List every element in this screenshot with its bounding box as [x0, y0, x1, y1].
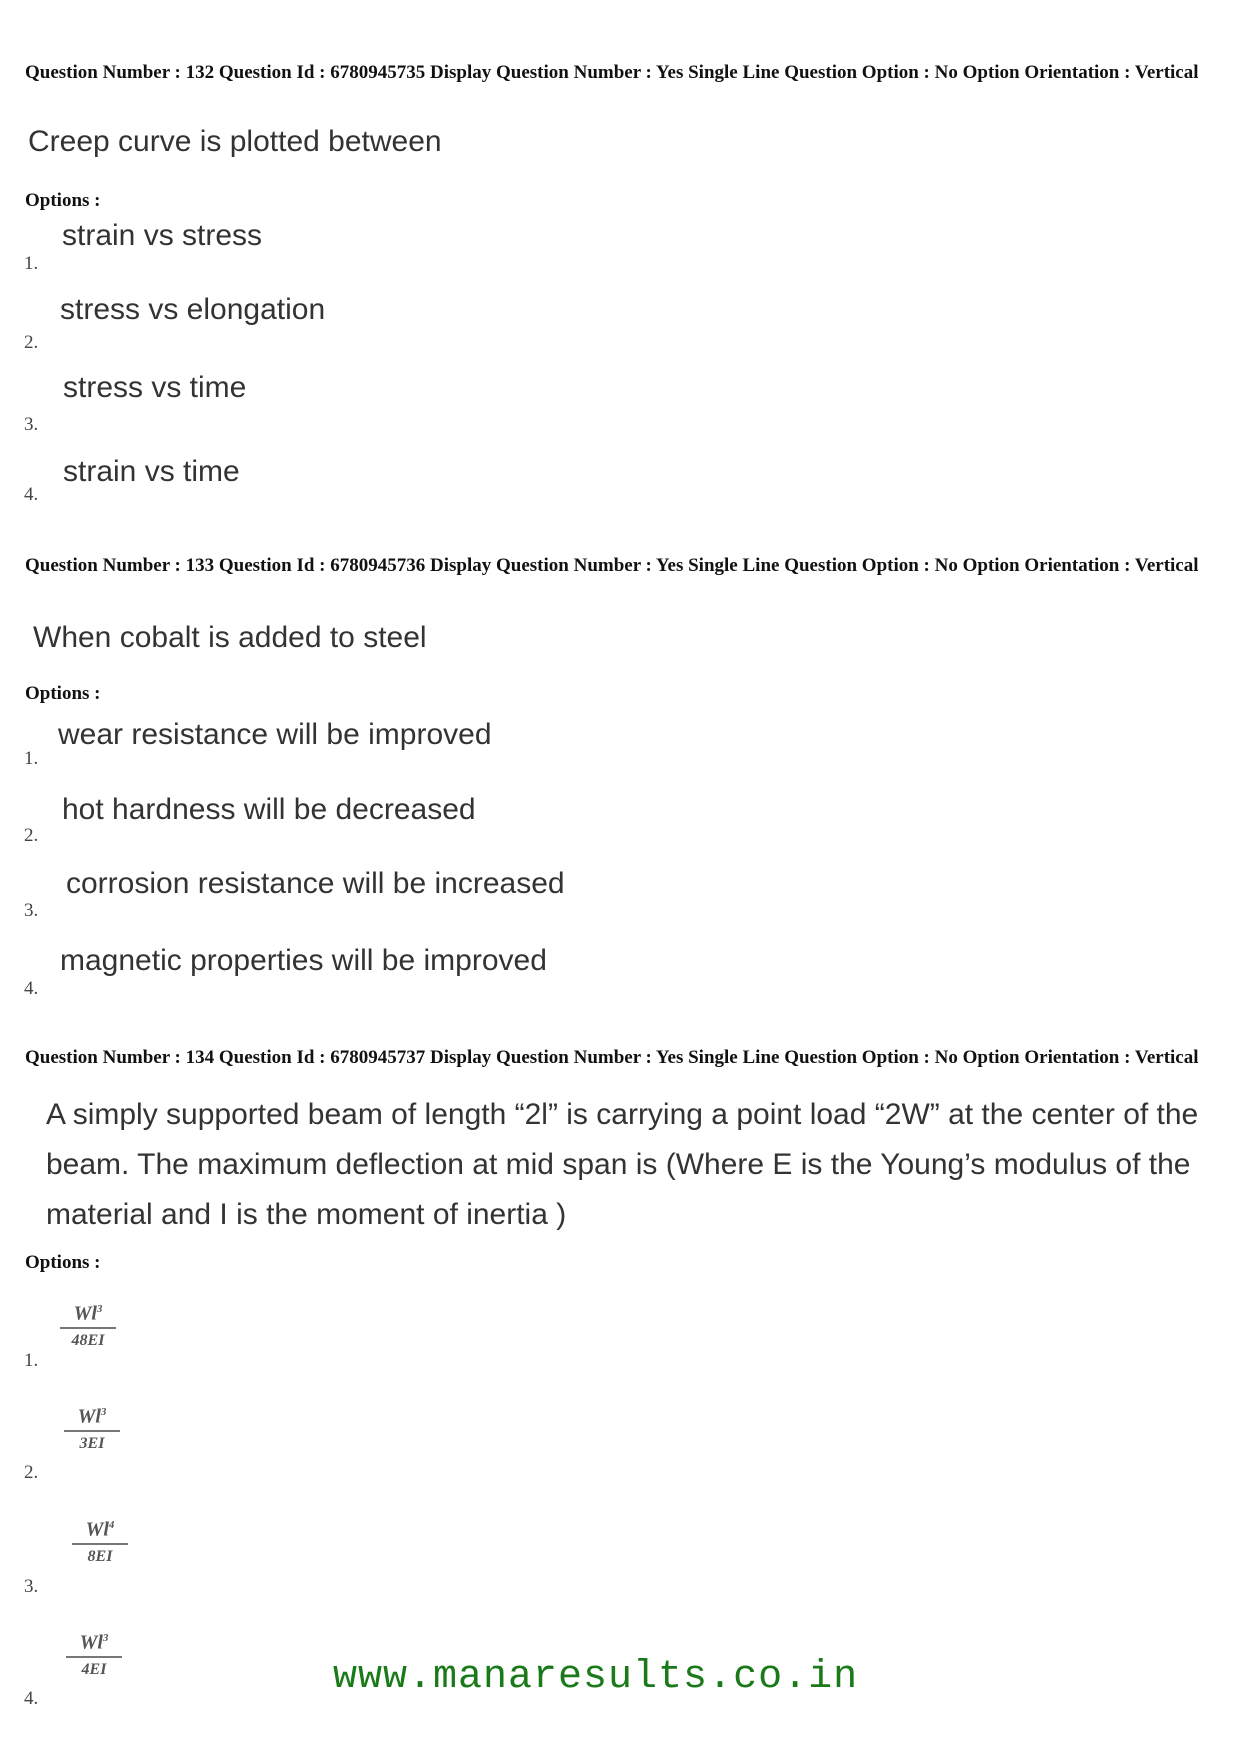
question-132-meta: Question Number : 132 Question Id : 6780945735 Display Question Number : Yes Single Line Question Option : No Option Orientation : Vertical	[25, 62, 1199, 83]
footer-website-link[interactable]: www.manaresults.co.in	[333, 1655, 859, 1700]
question-134-option-4-number: 4.	[24, 1688, 39, 1709]
question-134-option-4-formula	[64, 1626, 124, 1681]
question-132-option-1-number: 1.	[24, 253, 39, 274]
question-132-options-label: Options :	[25, 190, 101, 211]
formula-power: 4	[108, 1519, 115, 1531]
formula-denominator: 8EI	[87, 1547, 113, 1565]
formula-numerator: Wl	[73, 1302, 97, 1325]
question-132-option-4-number: 4.	[24, 484, 39, 505]
question-134-meta: Question Number : 134 Question Id : 6780945737 Display Question Number : Yes Single Line Question Option : No Option Orientation : Vertical	[25, 1047, 1199, 1068]
formula-denominator: 48EI	[71, 1331, 105, 1349]
formula-numerator: Wl	[77, 1405, 101, 1428]
question-134-option-1-formula	[58, 1297, 118, 1352]
formula-numerator: Wl	[79, 1631, 103, 1654]
question-133-option-2: hot hardness will be decreased	[62, 793, 476, 826]
fraction-bar	[64, 1430, 120, 1432]
question-134-option-2-formula	[62, 1400, 122, 1455]
question-133-meta: Question Number : 133 Question Id : 6780945736 Display Question Number : Yes Single Line Question Option : No Option Orientation : Vertical	[25, 555, 1199, 576]
question-132-option-2: stress vs elongation	[60, 293, 326, 326]
question-134-text: A simply supported beam of length “2l” is carrying a point load “2W” at the center of the beam. The maximum deflection at mid span is (Where E is the Young’s modulus of the material and I is the moment of inertia )	[46, 1098, 1199, 1231]
formula-denominator: 3EI	[79, 1434, 105, 1452]
question-134-options-label: Options :	[25, 1252, 101, 1273]
formula-power: 3	[102, 1632, 109, 1644]
question-134-option-1-number: 1.	[24, 1350, 39, 1371]
question-133-text: When cobalt is added to steel	[33, 621, 427, 654]
question-133-option-2-number: 2.	[24, 825, 39, 846]
formula-power: 3	[100, 1406, 107, 1418]
fraction-bar	[60, 1327, 116, 1329]
formula-power: 3	[96, 1303, 103, 1315]
question-132-option-4: strain vs time	[63, 455, 240, 488]
question-133-option-4: magnetic properties will be improved	[60, 944, 547, 977]
question-133-options-label: Options :	[25, 683, 101, 704]
question-134-option-3-formula	[70, 1513, 130, 1568]
question-133-option-1-number: 1.	[24, 748, 39, 769]
question-132-option-3: stress vs time	[63, 371, 247, 404]
question-133-option-4-number: 4.	[24, 978, 39, 999]
question-132-text: Creep curve is plotted between	[28, 125, 442, 158]
formula-numerator: Wl	[85, 1518, 109, 1541]
formula-denominator: 4EI	[81, 1660, 107, 1678]
question-133-option-3: corrosion resistance will be increased	[66, 867, 565, 900]
question-134-option-3-number: 3.	[24, 1576, 39, 1597]
question-134-option-2-number: 2.	[24, 1462, 39, 1483]
question-133-option-3-number: 3.	[24, 900, 39, 921]
fraction-bar	[72, 1543, 128, 1545]
question-132-option-1: strain vs stress	[62, 219, 263, 252]
question-133-option-1: wear resistance will be improved	[58, 718, 492, 751]
question-132-option-3-number: 3.	[24, 414, 39, 435]
question-132-option-2-number: 2.	[24, 332, 39, 353]
fraction-bar	[66, 1656, 122, 1658]
